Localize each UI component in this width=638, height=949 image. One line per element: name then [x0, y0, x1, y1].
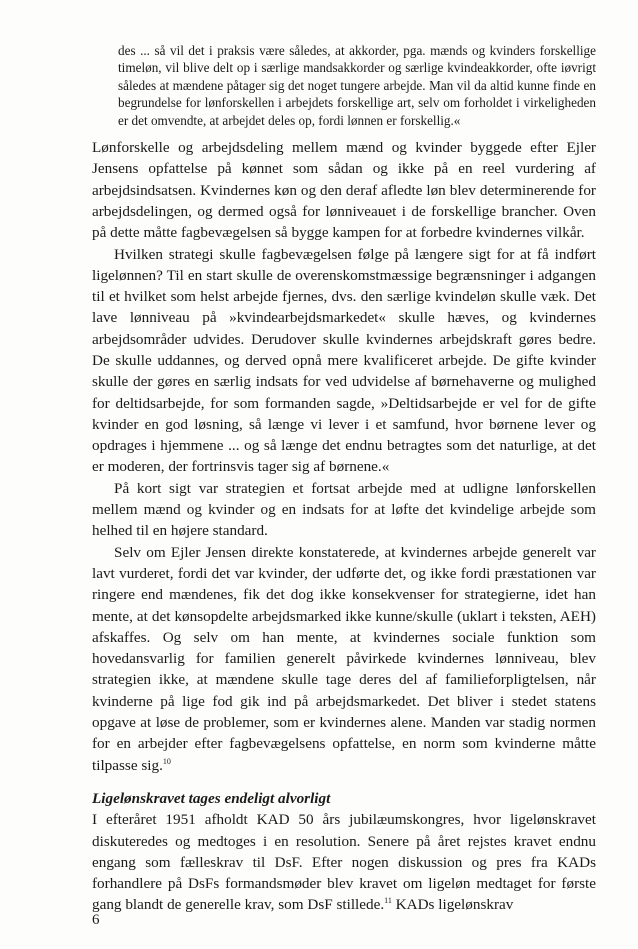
paragraph-2: [92, 244, 596, 478]
paragraph-4: [92, 542, 596, 776]
footnote-marker-10[interactable]: 10: [162, 756, 171, 766]
paragraph-2-text: Hvilken strategi skulle fagbevægelsen følge på længere sigt for at få indført ligelønnen? Til en start skulle de overenskomstmæssige begrænsninger i adgangen til et hvilket som helst arbejde fjernes, dvs. den særlige kvindeløn skulle væk. Det lave lønniveau på »kvindearbejdsmarkedet« skulle hæves, og kvindernes arbejdsområder udvides. Derudover skulle kvindernes arbejdskraft gøres bedre. De skulle uddannes, og derved opnå mere kvalificeret arbejde. De gifte kvinder skulle der gøres en særlig indsats for ved udvidelse af børnehaverne og mulighed for deltidsarbejde, for som formanden sagde, »Deltidsarbejde er vel for de gifte kvinder en god løsning, så længe vi lever i et samfund, hvor børnene lever og opdrages i hjemmene ... og så længe det endnu betragtes som det naturlige, at det er moderen, der fortrinsvis tager sig af børnene.«: [92, 245, 596, 476]
paragraph-3-text: På kort sigt var strategien et fortsat arbejde med at udligne lønforskellen mellem mænd og kvinder og en indsats for at løfte det kvindelige arbejde som helhed til en højere standard.: [92, 479, 596, 540]
quote-block: des ... så vil det i praksis være således, at akkorder, pga. mænds og kvinders forskellige timeløn, vil blive delt op i særlige mandsakkorder og særlige kvindeakkorder, ofte iøvrigt således at mændene påtager sig det noget tungere arbejde. Man vil da altid kunne finde en begrundelse for lønforskellen i arbejdets forskellige art, selv om forholdet i virkeligheden er det omvendte, at arbejdet deles op, fordi lønnen er forskellig.«: [118, 43, 596, 128]
page-content: [92, 42, 596, 916]
page-number: 6: [92, 912, 100, 928]
paragraph-3: [92, 478, 596, 542]
paragraph-1: [92, 137, 596, 243]
paragraph-4-text: Selv om Ejler Jensen direkte konstaterede, at kvindernes arbejde generelt var lavt vurderet, fordi det var kvinder, der udførte det, og ikke fordi præstationen var ringere end mændenes, fik det dog ikke konsekvenser for strategierne, idet han mente, at det kønsopdelte arbejdsmarked ikke kunne/skulle (uklart i teksten, AEH) afskaffes. Og selv om han mente, at kvindernes sociale funktion som hovedansvarlig for familien generelt påvirkede kvindernes lønniveau, blev strategien ikke, at mændene skulle tage deres del af familieforpligtelsen, når kvinderne på lige fod gik ind på arbejdsmarkedet. Det bliver i stedet statens opgave at løse de problemer, som er kvindernes alene. Manden var stadig normen for en arbejder efter fagbevægelsens opfattelse, en norm som kvinderne måtte tilpasse sig.: [92, 543, 596, 774]
footnote-marker-11[interactable]: 11: [384, 896, 392, 906]
section-heading: Ligelønskravet tages endeligt alvorligt: [92, 789, 331, 807]
final-paragraph-continuation: KADs ligelønskrav: [391, 896, 514, 914]
paragraph-1-text: Lønforskelle og arbejdsdeling mellem mænd og kvinder byggede efter Ejler Jensens opfattelse på kønnet som sådan og ikke på en reel vurdering af arbejdsindsatsen. Kvindernes køn og den deraf afledte løn blev determinerende for arbejdsdelingen, og dermed også for lønniveauet i de forskellige brancher. Oven på dette måtte fagbevægelsen så bygge kampen for at forbedre kvindernes vilkår.: [92, 139, 596, 242]
final-paragraph-text: I efteråret 1951 afholdt KAD 50 års jubilæumskongres, hvor ligelønskravet diskuteredes og medtoges i en resolution. Senere på året rejstes kravet endnu engang som fælleskrav til DsF. Efter nogen diskussion og pres fra KADs forhandlere på DsFs formandsmøder blev kravet om ligeløn medtaget for første gang blandt de generelle krav, som DsF stillede.: [92, 811, 596, 914]
final-paragraph: [92, 809, 596, 915]
